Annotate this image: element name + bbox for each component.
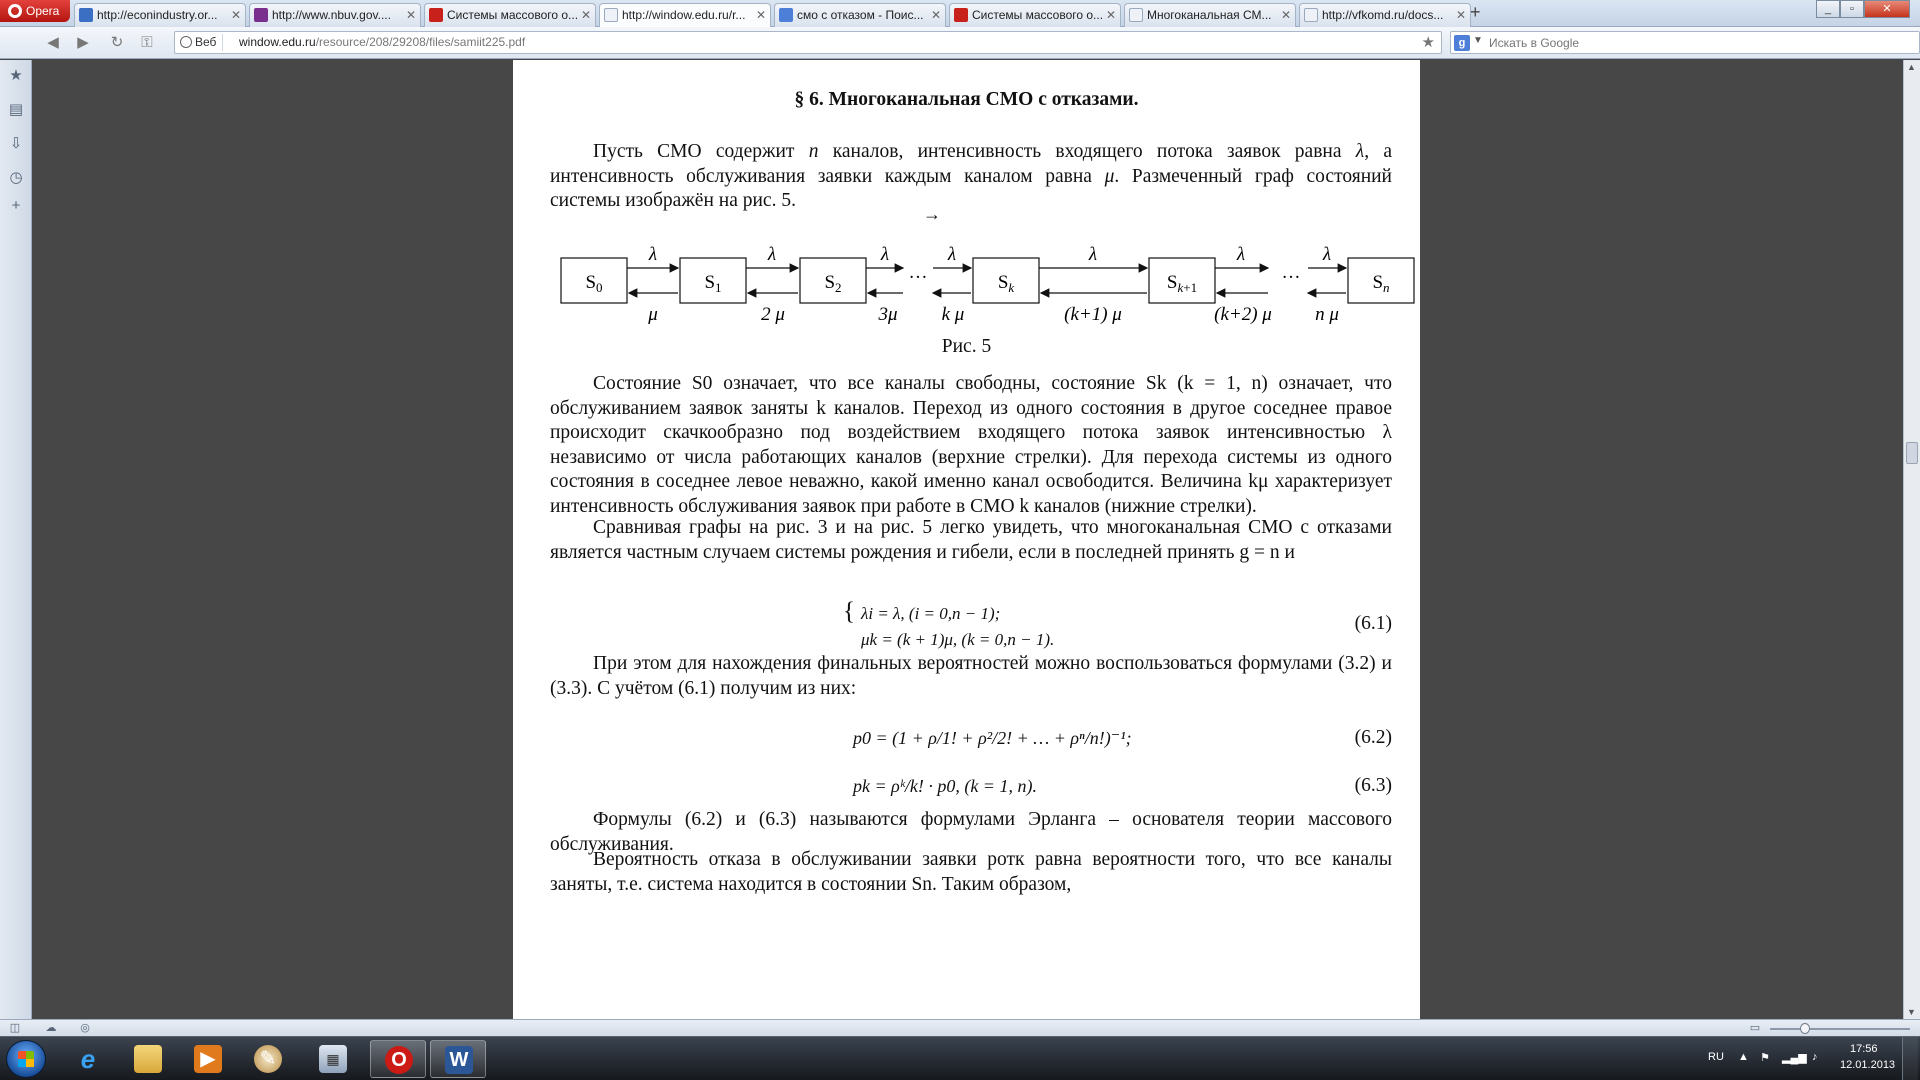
close-window-button[interactable]: ✕: [1864, 0, 1910, 18]
folder-icon: [134, 1045, 162, 1073]
equation-6-1-line1: λi = λ, (i = 0,n − 1);: [861, 604, 1001, 623]
ellipsis-left: …: [908, 262, 928, 283]
svg-text:(k+1) μ: (k+1) μ: [1064, 304, 1122, 325]
ellipsis-right: …: [1281, 262, 1301, 283]
svg-text:2 μ: 2 μ: [761, 304, 785, 325]
globe-icon: [180, 36, 192, 48]
svg-text:3μ: 3μ: [878, 304, 898, 325]
history-clock-icon[interactable]: ◷: [9, 169, 23, 186]
taskbar-explorer[interactable]: [120, 1040, 176, 1078]
chevron-down-icon[interactable]: ▼: [1473, 35, 1483, 46]
paragraph-states: Состояние S0 означает, что все каналы свободны, состояние Sk (k = 1, n) означает, что обслуживанием заявок заняты k каналов. Переход из одного состояния в другое соседнее правое происходит скачкообразно под воздействием входящего потока заявок интенсивностью λ независимо от числа работающих каналов (верхние стрелки). Для перехода системы из одного состояния в соседнее левое неважно, какой именно канал освободится. Величина kμ характеризует интенсивность обслуживания заявок при работе в СМО k каналов (нижние стрелки).: [550, 373, 1392, 517]
new-tab-button[interactable]: +: [1470, 2, 1481, 22]
page-favicon-icon: [1304, 8, 1318, 22]
tab-smo-1[interactable]: Системы массового о... ✕: [424, 3, 596, 27]
equation-6-3: pk = ρᵏ/k! · p0, (k = 1, n).: [853, 776, 1037, 796]
paragraph-refusal: Вероятность отказа в обслуживании заявки pотк равна вероятности того, что все каналы заняты, т.е. система находится в состоянии Sn. Таким образом,: [550, 849, 1392, 895]
close-tab-icon[interactable]: ✕: [230, 8, 241, 22]
security-badge[interactable]: Веб: [177, 34, 223, 51]
turbo-cloud-icon[interactable]: ☁: [45, 1022, 57, 1034]
calculator-icon: ▦: [319, 1045, 347, 1073]
opera-menu-button[interactable]: Opera: [0, 0, 70, 22]
taskbar-internet-explorer[interactable]: [60, 1040, 116, 1078]
taskbar-media-player[interactable]: [180, 1040, 236, 1078]
word-icon: W: [445, 1046, 473, 1074]
close-tab-icon[interactable]: ✕: [930, 8, 941, 22]
paragraph-compare: Сравнивая графы на рис. 3 и на рис. 5 легко увидеть, что многоканальная СМО с отказами является частным случаем системы рождения и гибели, если в последней принять g = n и: [550, 517, 1392, 563]
tab-window-edu[interactable]: http://window.edu.ru/r... ✕: [599, 3, 771, 27]
state-s0: [561, 258, 627, 303]
svg-text:(k+2) μ: (k+2) μ: [1214, 304, 1272, 325]
status-bar: [0, 1019, 1920, 1036]
clock-time[interactable]: 17:56: [1850, 1043, 1878, 1055]
svg-text:λ: λ: [947, 244, 957, 265]
address-toolbar: [0, 27, 1920, 59]
show-hidden-icons-icon[interactable]: ▲: [1738, 1051, 1749, 1063]
url-text[interactable]: window.edu.ru/resource/208/29208/files/samiit225.pdf: [239, 35, 526, 49]
back-icon[interactable]: ◀: [47, 34, 59, 51]
taskbar-opera[interactable]: [370, 1040, 426, 1078]
equation-brace: {: [843, 598, 855, 625]
media-player-icon: ▶: [194, 1045, 222, 1073]
state-sk1: [1149, 258, 1215, 303]
tab-bar: [0, 0, 1920, 27]
side-panel: [0, 60, 32, 1019]
opera-logo-icon: [8, 4, 22, 18]
internet-explorer-icon: e: [80, 1044, 96, 1074]
close-tab-icon[interactable]: ✕: [405, 8, 416, 22]
bookmarks-star-icon[interactable]: ★: [9, 67, 23, 84]
svg-text:μ: μ: [648, 304, 658, 325]
lower-labels: [647, 304, 1339, 325]
network-signal-icon[interactable]: ▂▄▆: [1782, 1052, 1807, 1064]
state-s2: [800, 258, 866, 303]
address-field[interactable]: [174, 31, 1442, 54]
svg-text:λ: λ: [648, 244, 658, 265]
equation-6-3-number: (6.3): [1354, 775, 1392, 796]
svg-text:λ: λ: [880, 244, 890, 265]
scroll-down-icon[interactable]: ▼: [1907, 1007, 1916, 1017]
upper-labels: [648, 244, 1331, 265]
tab-vfkomd[interactable]: http://vfkomd.ru/docs... ✕: [1299, 3, 1471, 27]
maximize-button[interactable]: ▫: [1840, 0, 1864, 18]
reload-icon[interactable]: ↻: [110, 34, 124, 51]
add-panel-icon[interactable]: +: [11, 197, 21, 214]
svg-text:λ: λ: [767, 244, 777, 265]
pdf-page: [513, 60, 1420, 1019]
key-icon[interactable]: ⚿: [141, 34, 153, 51]
svg-text:S0: $S_0$: [585, 272, 603, 295]
search-input[interactable]: [1489, 34, 1889, 51]
windows-logo-icon: [18, 1051, 34, 1067]
system-tray: [1690, 1037, 1920, 1080]
minimize-button[interactable]: _: [1816, 0, 1840, 18]
tab-multichannel[interactable]: Многоканальная СМ... ✕: [1124, 3, 1296, 27]
arrow-mark: →: [923, 204, 941, 224]
forward-icon[interactable]: ▶: [77, 34, 89, 51]
svg-text:S1: $S_1$: [704, 272, 722, 295]
scroll-thumb[interactable]: [1906, 442, 1918, 464]
page-favicon-icon: [604, 8, 618, 22]
downloads-icon[interactable]: ⇩: [9, 135, 23, 152]
search-field[interactable]: [1450, 31, 1920, 54]
tab-econindustry[interactable]: http://econindustry.or... ✕: [74, 3, 246, 27]
page-favicon-icon: [79, 8, 93, 22]
paragraph-erlang: Формулы (6.2) и (6.3) называются формулами Эрланга – основателя теории массового обслуживания.: [550, 809, 1392, 855]
svg-text:Sk: $S_k$: [997, 272, 1015, 295]
page-favicon-icon: [429, 8, 443, 22]
tab-nbuv[interactable]: http://www.nbuv.gov.... ✕: [249, 3, 421, 27]
page-favicon-icon: [254, 8, 268, 22]
paragraph-final-probabilities: При этом для нахождения финальных вероятностей можно воспользоваться формулами (3.2) и (3.3). С учётом (6.1) получим из них:: [550, 653, 1392, 699]
svg-text:S2: $S_2$: [824, 272, 842, 295]
action-center-flag-icon[interactable]: ⚑: [1760, 1052, 1770, 1064]
equation-6-1-number: (6.1): [1354, 613, 1392, 634]
svg-text:λ: λ: [1236, 244, 1246, 265]
taskbar-word[interactable]: [430, 1040, 486, 1078]
section-heading: § 6. Многоканальная СМО с отказами.: [794, 89, 1139, 110]
figure-caption: Рис. 5: [941, 336, 992, 357]
paragraph-intro: Пусть СМО содержит n каналов, интенсивность входящего потока заявок равна λ, а интенсивность обслуживания заявки каждым каналом равна μ. Размеченный граф состояний системы изображён на рис. 5.: [550, 141, 1393, 211]
state-sn: [1348, 258, 1414, 303]
zoom-slider-knob[interactable]: [1800, 1023, 1810, 1034]
close-tab-icon[interactable]: ✕: [1105, 8, 1116, 22]
zoom-view-icon[interactable]: ▭: [1749, 1022, 1761, 1034]
tab-smo-2[interactable]: Системы массового о... ✕: [949, 3, 1121, 27]
state-graph: [513, 240, 1420, 330]
bookmark-star-icon[interactable]: ★: [1421, 34, 1435, 51]
zoom-slider-track[interactable]: [1770, 1028, 1910, 1030]
vertical-scrollbar[interactable]: [1903, 60, 1920, 1019]
close-tab-icon[interactable]: ✕: [1280, 8, 1291, 22]
equation-6-2-number: (6.2): [1354, 727, 1392, 748]
state-sk: [973, 258, 1039, 303]
svg-text:Sk+1: $S_{k+1}$: [1166, 272, 1198, 295]
close-tab-icon[interactable]: ✕: [755, 8, 766, 22]
pdf-viewport[interactable]: [33, 60, 1903, 1019]
google-favicon-icon: [779, 8, 793, 22]
svg-text:λ: λ: [1088, 244, 1098, 265]
svg-text:λ: λ: [1322, 244, 1332, 265]
svg-text:Sn: $S_n$: [1372, 272, 1390, 295]
close-tab-icon[interactable]: ✕: [1455, 8, 1466, 22]
start-button[interactable]: [6, 1040, 46, 1078]
page-favicon-icon: [1129, 8, 1143, 22]
paint-palette-icon: ✎: [254, 1045, 282, 1073]
equation-6-1-line2: μk = (k + 1)μ, (k = 0,n − 1).: [861, 630, 1055, 649]
language-indicator[interactable]: RU: [1708, 1051, 1724, 1063]
windows-taskbar: [0, 1036, 1920, 1080]
page-favicon-icon: [954, 8, 968, 22]
google-icon[interactable]: g: [1454, 35, 1470, 51]
panel-toggle-icon[interactable]: ◫: [9, 1022, 21, 1034]
opera-icon: O: [385, 1046, 413, 1074]
svg-text:n μ: n μ: [1315, 304, 1339, 325]
volume-icon[interactable]: ♪: [1812, 1051, 1818, 1063]
notes-icon[interactable]: ▤: [8, 101, 24, 118]
taskbar-calculator[interactable]: [305, 1040, 361, 1078]
tab-google-search[interactable]: смо с отказом - Поис... ✕: [774, 3, 946, 27]
taskbar-paint[interactable]: [240, 1040, 296, 1078]
clock-date[interactable]: 12.01.2013: [1840, 1059, 1896, 1071]
state-s1: [680, 258, 746, 303]
close-tab-icon[interactable]: ✕: [580, 8, 591, 22]
speed-dial-icon[interactable]: ◎: [80, 1022, 90, 1034]
scroll-up-icon[interactable]: ▲: [1907, 62, 1916, 72]
show-desktop-button[interactable]: [1902, 1037, 1918, 1080]
svg-text:k μ: k μ: [941, 304, 965, 325]
equation-6-2: p0 = (1 + ρ/1! + ρ²/2! + … + ρⁿ/n!)⁻¹;: [853, 728, 1132, 748]
